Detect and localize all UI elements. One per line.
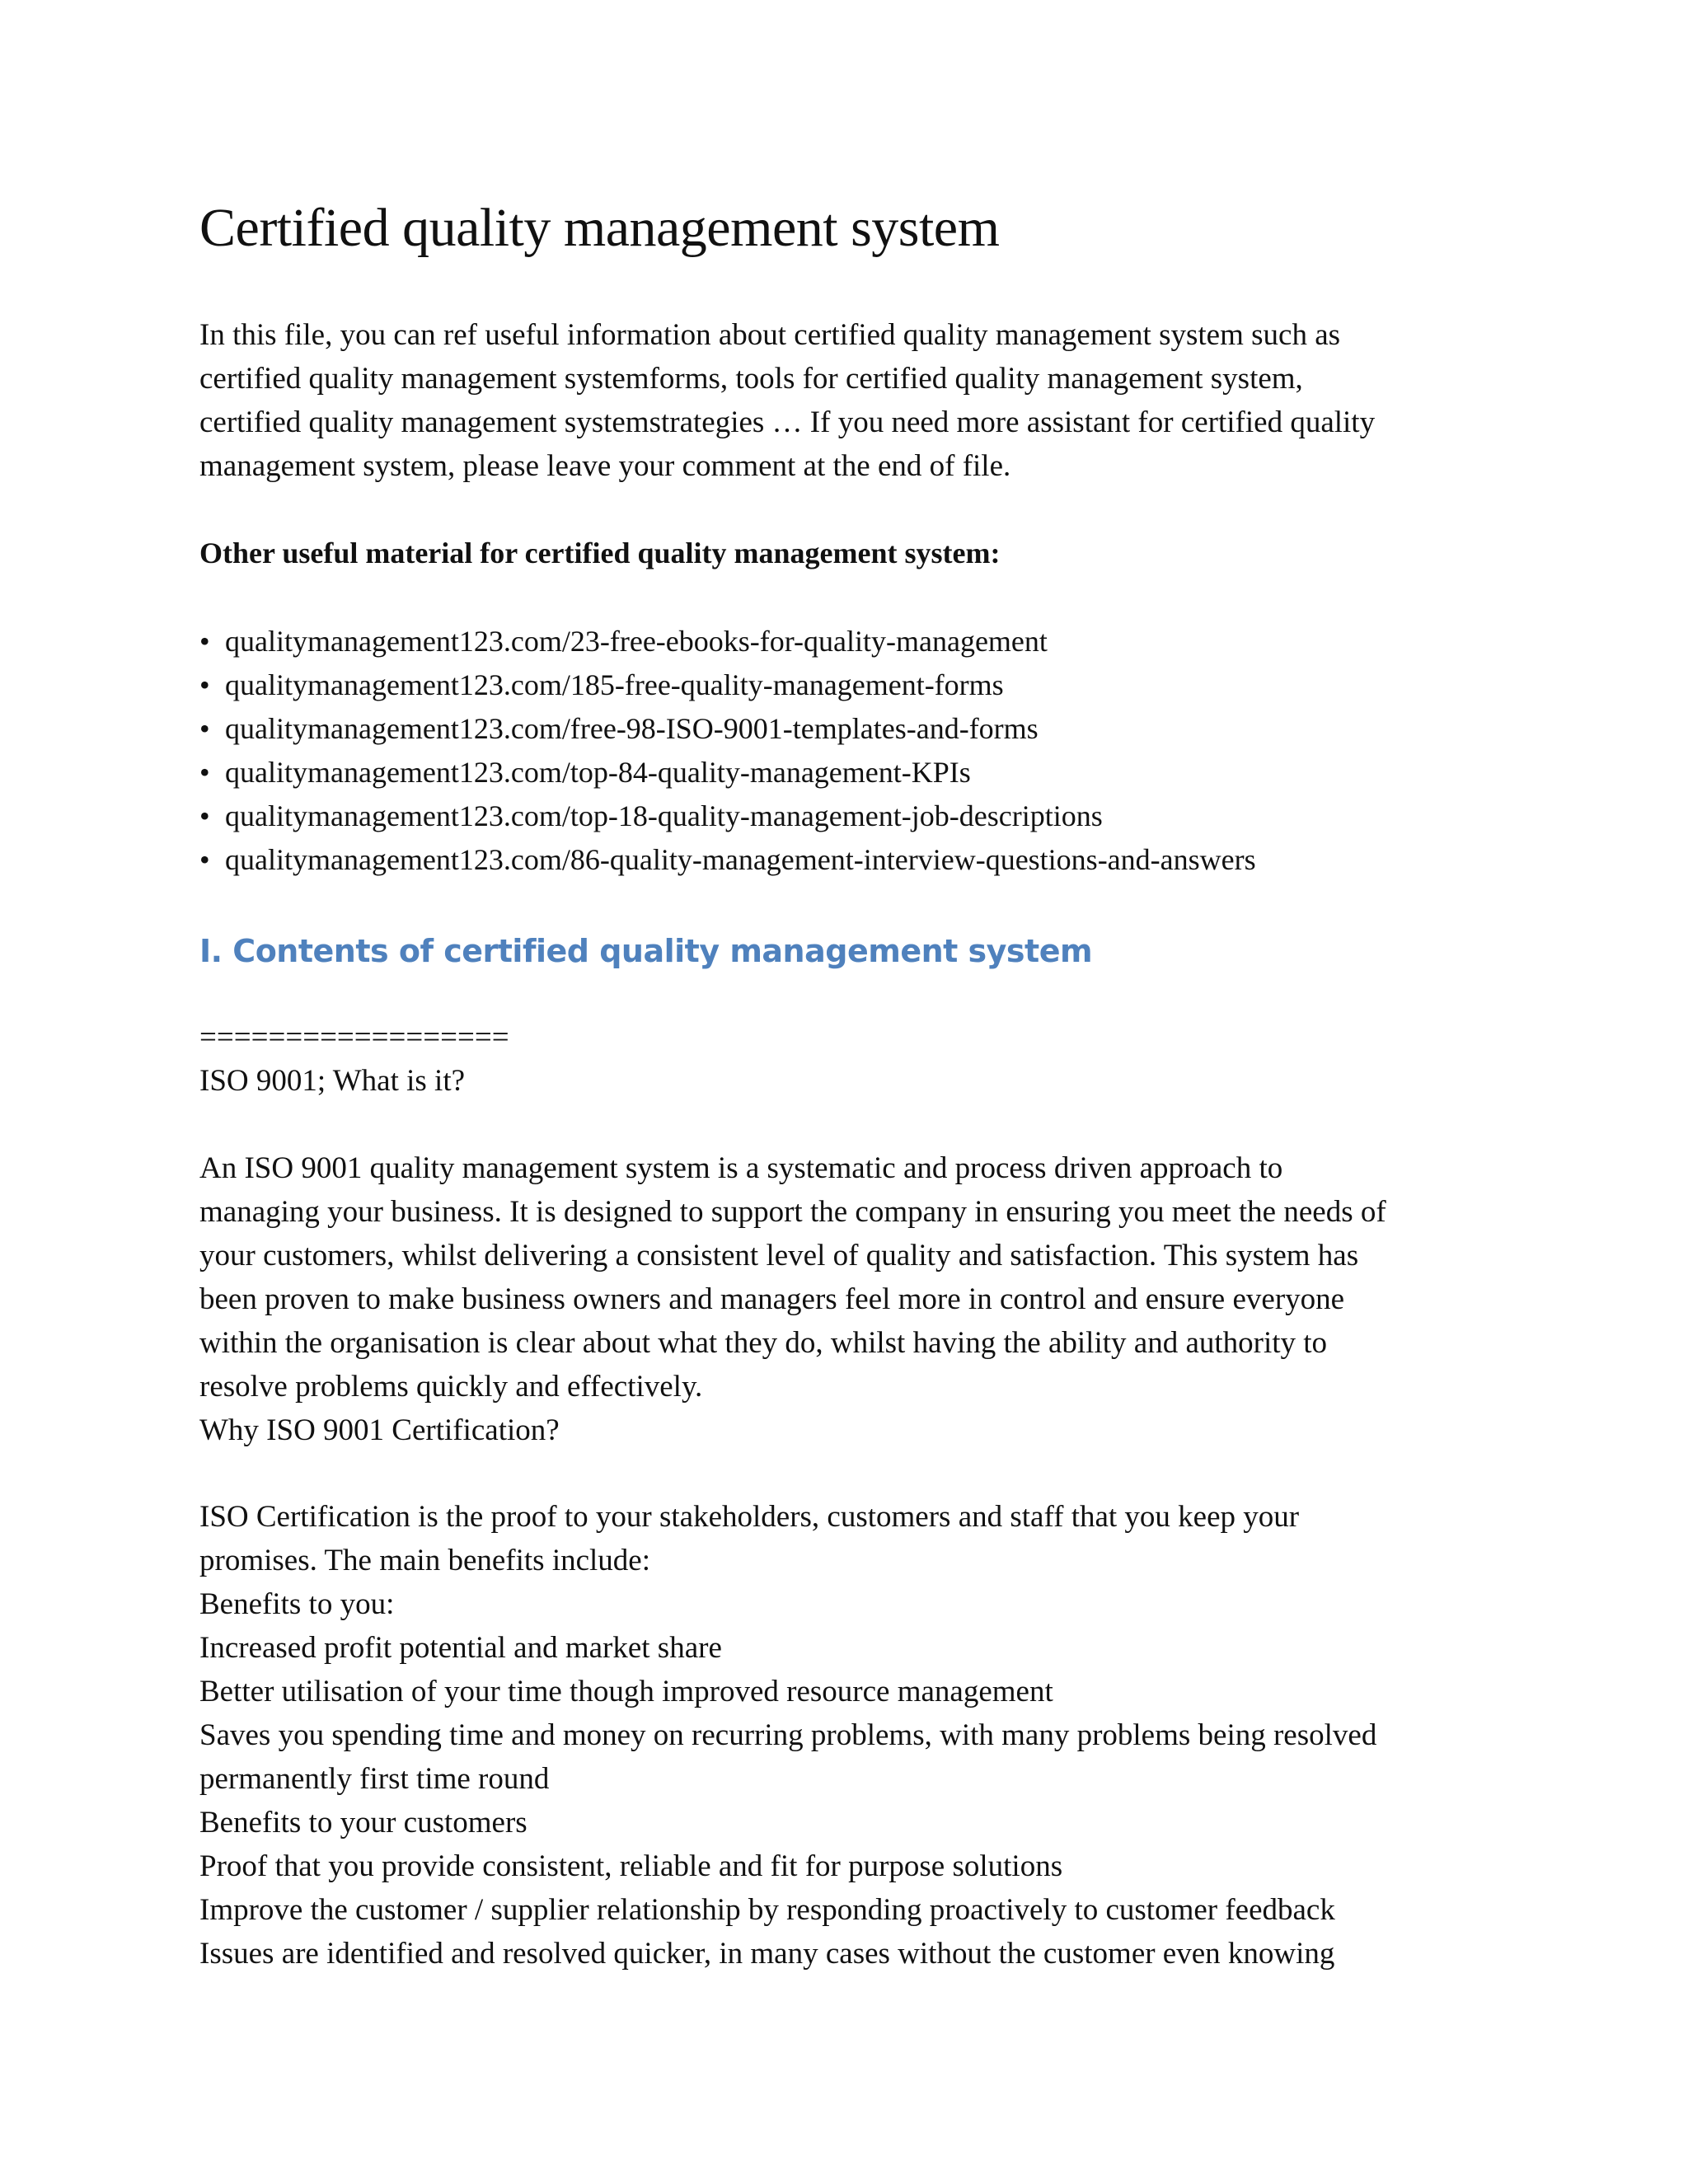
paragraph-line: managing your business. It is designed to support the company in ensuring you meet the needs of bbox=[199, 1195, 1386, 1229]
paragraph-line: permanently first time round bbox=[199, 1762, 550, 1796]
intro-line: In this file, you can ref useful information about certified quality management system such as bbox=[199, 318, 1341, 352]
other-material-heading: Other useful material for certified quality management system: bbox=[199, 537, 1001, 569]
resource-link-text[interactable]: qualitymanagement123.com/86-quality-management-interview-questions-and-answers bbox=[225, 843, 1256, 876]
resource-link-text[interactable]: qualitymanagement123.com/23-free-ebooks-for-quality-management bbox=[225, 625, 1048, 658]
bullet-icon: • bbox=[199, 625, 210, 658]
bullet-icon: • bbox=[199, 712, 210, 745]
resource-link-list bbox=[199, 620, 1256, 882]
resource-link-item[interactable] bbox=[199, 620, 1256, 663]
paragraph-line: Proof that you provide consistent, reliable and fit for purpose solutions bbox=[199, 1849, 1063, 1883]
paragraph-line: within the organisation is clear about what they do, whilst having the ability and authority to bbox=[199, 1326, 1328, 1360]
paragraph-line: promises. The main benefits include: bbox=[199, 1544, 650, 1577]
intro-line: management system, please leave your comment at the end of file. bbox=[199, 449, 1011, 483]
iso-heading: ISO 9001; What is it? bbox=[199, 1064, 466, 1098]
paragraph-line: Why ISO 9001 Certification? bbox=[199, 1413, 560, 1447]
resource-link-text[interactable]: qualitymanagement123.com/top-18-quality-management-job-descriptions bbox=[225, 799, 1103, 832]
paragraph-line: been proven to make business owners and managers feel more in control and ensure everyone bbox=[199, 1282, 1345, 1316]
paragraph-line: Increased profit potential and market share bbox=[199, 1631, 722, 1665]
paragraph-line: resolve problems quickly and effectively. bbox=[199, 1370, 703, 1404]
bullet-icon: • bbox=[199, 668, 210, 701]
resource-link-item[interactable] bbox=[199, 794, 1256, 838]
resource-link-text[interactable]: qualitymanagement123.com/185-free-quality-management-forms bbox=[225, 668, 1004, 701]
resource-link-item[interactable] bbox=[199, 707, 1256, 751]
resource-link-text[interactable]: qualitymanagement123.com/free-98-ISO-9001-templates-and-forms bbox=[225, 712, 1039, 745]
resource-link-item[interactable] bbox=[199, 751, 1256, 794]
resource-link-item[interactable] bbox=[199, 838, 1256, 882]
iso-heading-block bbox=[199, 1059, 1535, 1103]
paragraph-line: Issues are identified and resolved quicker, in many cases without the customer even knowing bbox=[199, 1937, 1335, 1971]
document-title: Certified quality management system bbox=[199, 198, 1000, 258]
paragraph-line: Better utilisation of your time though improved resource management bbox=[199, 1675, 1053, 1708]
certification-benefits bbox=[199, 1495, 1535, 1975]
resource-link-item[interactable] bbox=[199, 663, 1256, 707]
intro-paragraph bbox=[199, 313, 1485, 488]
section-heading-contents: I. Contents of certified quality management system bbox=[199, 933, 1093, 969]
resource-link-text[interactable]: qualitymanagement123.com/top-84-quality-management-KPIs bbox=[225, 756, 971, 789]
paragraph-line: Benefits to your customers bbox=[199, 1806, 528, 1840]
bullet-icon: • bbox=[199, 756, 210, 789]
paragraph-line: An ISO 9001 quality management system is a systematic and process driven approach to bbox=[199, 1151, 1283, 1185]
bullet-icon: • bbox=[199, 799, 210, 832]
paragraph-line: your customers, whilst delivering a consistent level of quality and satisfaction. This system has bbox=[199, 1239, 1359, 1272]
paragraph-line: Saves you spending time and money on recurring problems, with many problems being resolved bbox=[199, 1718, 1377, 1752]
paragraph-line: Improve the customer / supplier relationship by responding proactively to customer feedback bbox=[199, 1893, 1335, 1927]
paragraph-line: ISO Certification is the proof to your stakeholders, customers and staff that you keep your bbox=[199, 1500, 1300, 1534]
paragraph-line: Benefits to you: bbox=[199, 1587, 395, 1621]
bullet-icon: • bbox=[199, 843, 210, 876]
separator-line: ================== bbox=[199, 1020, 509, 1054]
intro-line: certified quality management systemstrategies … If you need more assistant for certified quality bbox=[199, 405, 1376, 439]
intro-line: certified quality management systemforms, tools for certified quality management system, bbox=[199, 362, 1303, 396]
iso-paragraph bbox=[199, 1146, 1535, 1452]
